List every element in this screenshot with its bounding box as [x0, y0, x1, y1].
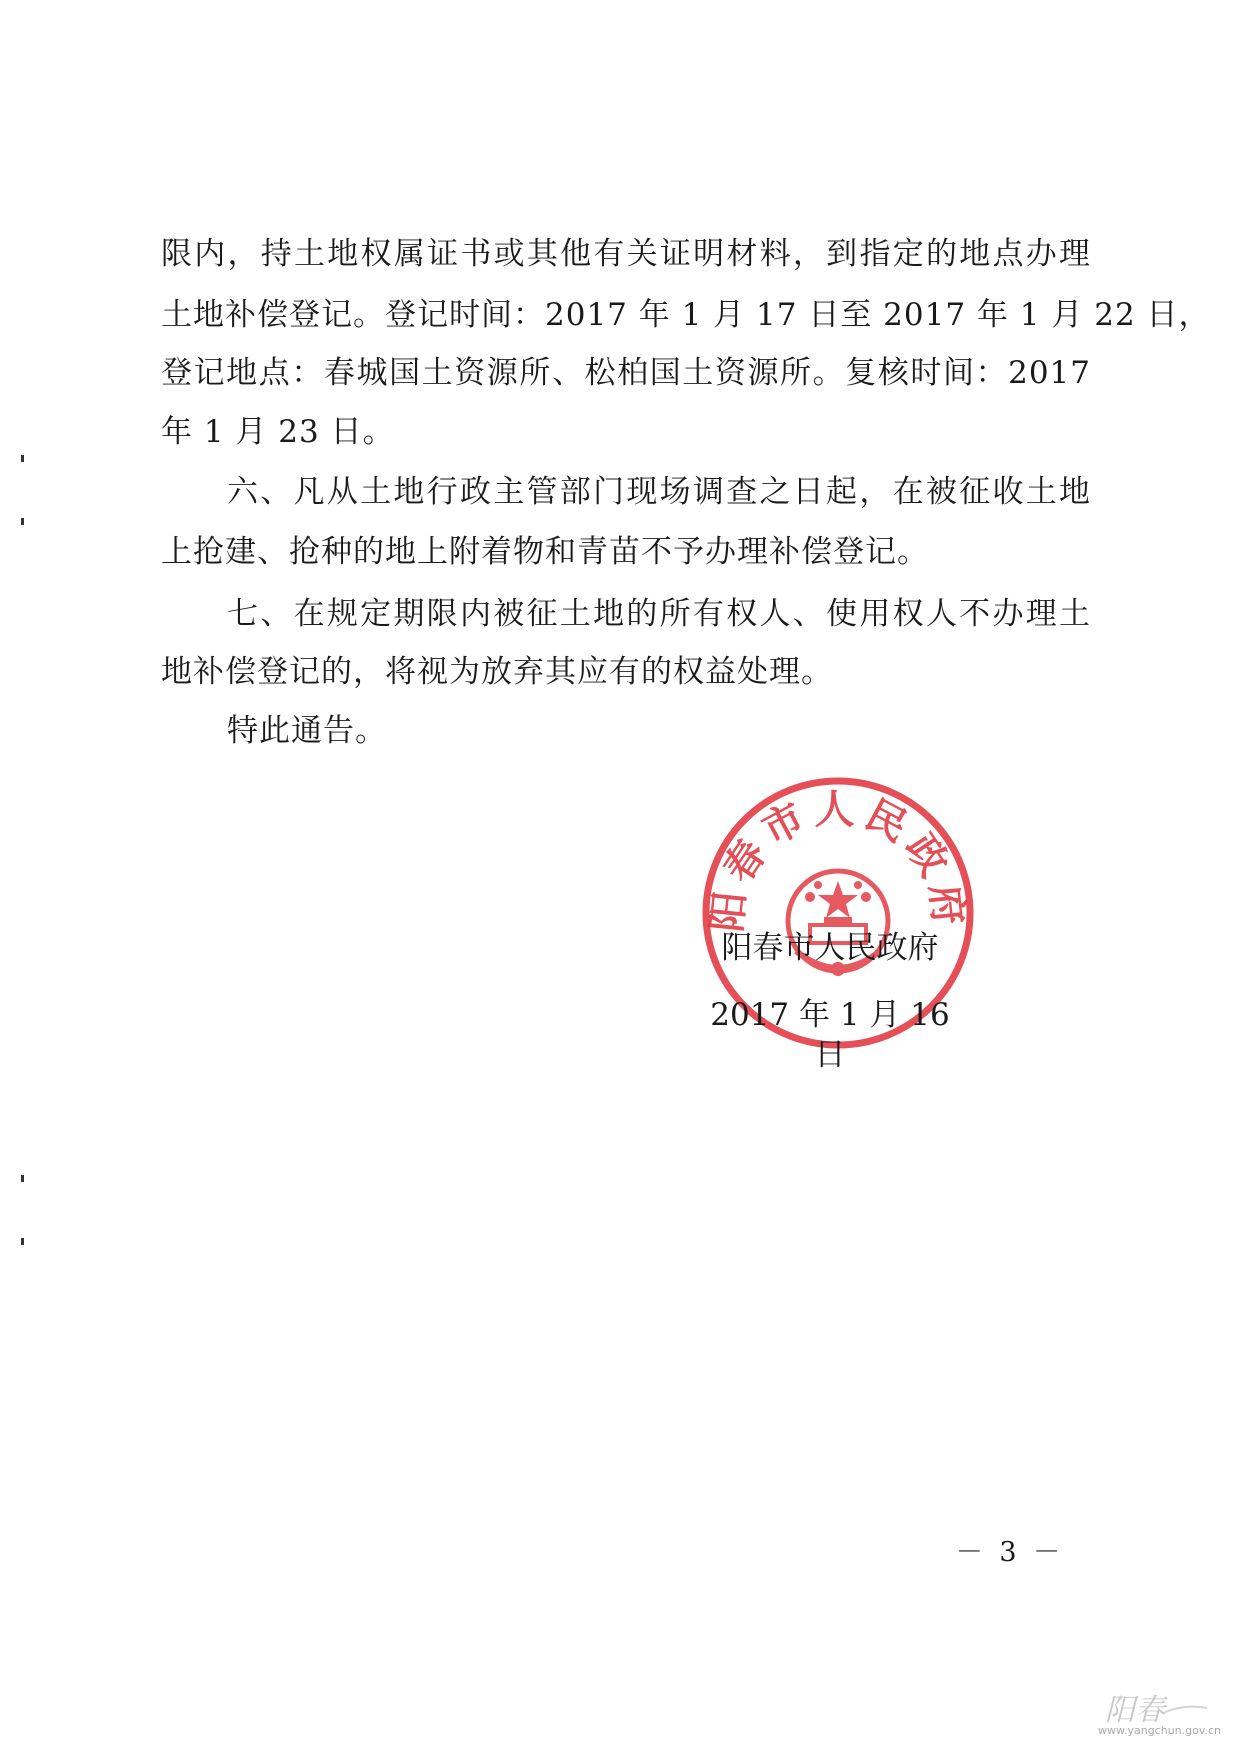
- issue-date: 2017 年 1 月 16 日: [710, 997, 950, 1073]
- closing-line: 特此通告。: [227, 713, 387, 749]
- body-line-3: 登记地点：春城国土资源所、松柏国土资源所。复核时间：2017: [161, 355, 1091, 391]
- watermark-url: www.yangchun.gov.cn: [1098, 1724, 1222, 1737]
- body-line-2: 土地补偿登记。登记时间：2017 年 1 月 17 日至 2017 年 1 月 22 日，: [161, 297, 1211, 333]
- watermark-logo-text: 阳春: [1105, 1693, 1165, 1728]
- paragraph-7-line-1: 七、在规定期限内被征土地的所有权人、使用权人不办理土: [227, 596, 1091, 632]
- binding-mark: [21, 1238, 24, 1245]
- page-number: － 3 －: [955, 1537, 1065, 1568]
- seal-arc-text: 阳春市人民政府: [703, 786, 973, 934]
- binding-mark: [21, 1175, 24, 1182]
- binding-mark: [21, 518, 24, 525]
- body-line-4: 年 1 月 23 日。: [161, 414, 395, 450]
- binding-mark: [21, 455, 24, 462]
- body-line-1: 限内，持土地权属证书或其他有关证明材料，到指定的地点办理: [161, 236, 1091, 272]
- issuer-name: 阳春市人民政府: [721, 930, 939, 966]
- svg-text:阳春市人民政府: [703, 786, 972, 934]
- paragraph-7-line-2: 地补偿登记的，将视为放弃其应有的权益处理。: [161, 654, 833, 690]
- paragraph-6-line-1: 六、凡从土地行政主管部门现场调查之日起，在被征收土地: [227, 474, 1091, 510]
- paragraph-6-line-2: 上抢建、抢种的地上附着物和青苗不予办理补偿登记。: [161, 534, 929, 570]
